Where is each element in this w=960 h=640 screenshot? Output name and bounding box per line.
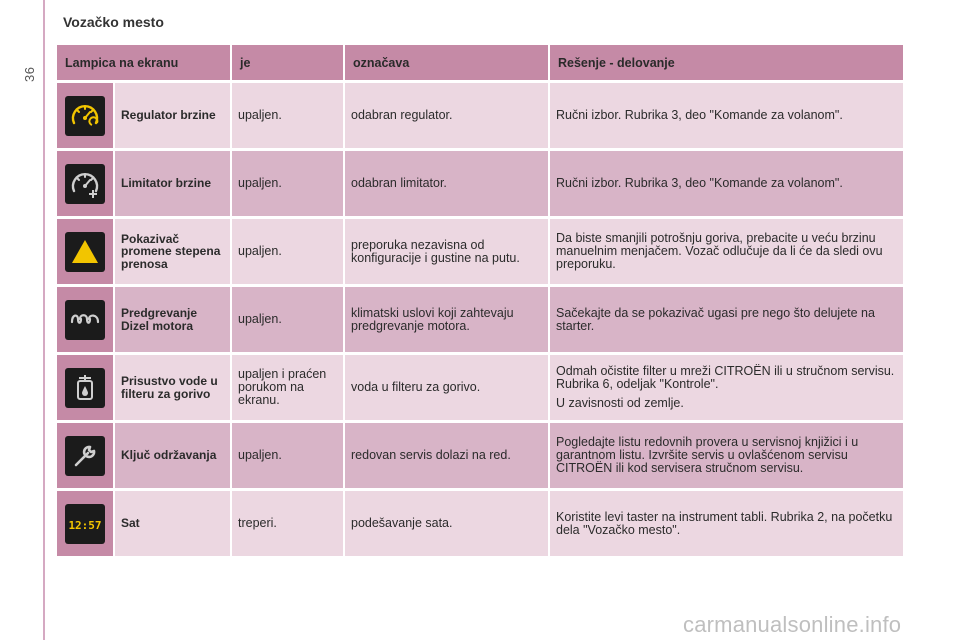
- table-row: [57, 355, 903, 420]
- warning-meaning: odabran limitator.: [345, 151, 550, 216]
- header-cell: je: [232, 45, 345, 80]
- table-row: [57, 151, 903, 216]
- warning-state: upaljen.: [232, 423, 345, 488]
- table-row: [57, 287, 903, 352]
- gear-shift-indicator-icon: [65, 232, 105, 272]
- table-row: [57, 423, 903, 488]
- cruise-control-icon: [65, 96, 105, 136]
- warning-meaning: klimatski uslovi koji zahtevaju predgrevanje motora.: [345, 287, 550, 352]
- warning-meaning: odabran regulator.: [345, 83, 550, 148]
- warning-meaning: redovan servis dolazi na red.: [345, 423, 550, 488]
- warning-name: Regulator brzine: [115, 83, 232, 148]
- warning-meaning: podešavanje sata.: [345, 491, 550, 556]
- warning-state: upaljen i praćen porukom na ekranu.: [232, 355, 345, 420]
- warning-state: upaljen.: [232, 83, 345, 148]
- header-cell: Rešenje - delovanje: [558, 55, 675, 70]
- glow-plug-icon: [65, 300, 105, 340]
- page-number: 36: [22, 66, 37, 82]
- warning-solution: Ručni izbor. Rubrika 3, deo "Komande za volanom".: [550, 83, 903, 148]
- water-in-diesel-filter-icon: [65, 368, 105, 408]
- table-row: [57, 219, 903, 284]
- warning-name: Prisustvo vode u filteru za gorivo: [115, 355, 232, 420]
- warning-state: upaljen.: [232, 151, 345, 216]
- warning-name: Predgrevanje Dizel motora: [115, 287, 232, 352]
- table-row: [57, 491, 903, 556]
- warning-solution: Odmah očistite filter u mreži CITROËN ili u stručnom servisu. Rubrika 6, odeljak "Kontrole". U zavisnosti od zemlje.: [550, 355, 903, 420]
- warning-solution: Sačekajte da se pokazivač ugasi pre nego što delujete na starter.: [550, 287, 903, 352]
- warning-name: Pokazivač promene stepena prenosa: [115, 219, 232, 284]
- header-cell: označava: [345, 45, 550, 80]
- warning-name: Limitator brzine: [115, 151, 232, 216]
- warning-name: Sat: [115, 491, 232, 556]
- warning-meaning: preporuka nezavisna od konfiguracije i gustine na putu.: [345, 219, 550, 284]
- warning-solution: Pogledajte listu redovnih provera u servisnoj knjižici i u garantnom listu. Izvršite servis u ovlašćenom servisu CITROËN ili kod servisera stručnom servisu.: [550, 423, 903, 488]
- table-row: [57, 83, 903, 148]
- warning-state: upaljen.: [232, 219, 345, 284]
- watermark-text: carmanualsonline.info: [683, 612, 902, 637]
- header-cell: Lampica na ekranu: [57, 45, 232, 80]
- warning-solution: Da biste smanjili potrošnju goriva, prebacite u veću brzinu manuelnim menjačem. Vozač odlučuje da li će da sledi ovu preporuku.: [550, 219, 903, 284]
- clock-digits: 12:57: [68, 518, 102, 532]
- page-title: Vozačko mesto: [63, 14, 164, 30]
- warning-lights-table: [57, 45, 903, 559]
- warning-state: treperi.: [232, 491, 345, 556]
- warning-meaning: voda u filteru za gorivo.: [345, 355, 550, 420]
- service-wrench-icon: [65, 436, 105, 476]
- warning-solution: Ručni izbor. Rubrika 3, deo "Komande za volanom".: [550, 151, 903, 216]
- clock-display-icon: [65, 504, 105, 544]
- speed-limiter-icon: [65, 164, 105, 204]
- margin-line: [43, 0, 45, 640]
- table-header: [57, 45, 903, 80]
- warning-state: upaljen.: [232, 287, 345, 352]
- warning-name: Ključ održavanja: [115, 423, 232, 488]
- warning-solution: Koristite levi taster na instrument tabli. Rubrika 2, na početku dela "Vozačko mesto".: [550, 491, 903, 556]
